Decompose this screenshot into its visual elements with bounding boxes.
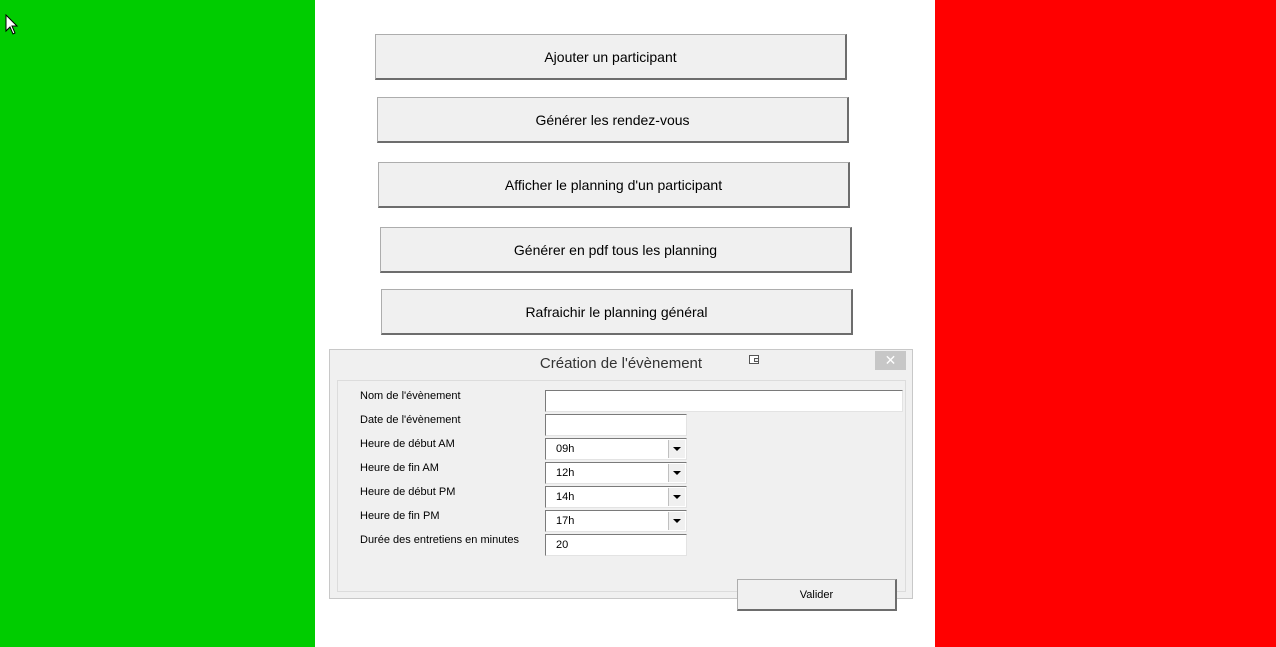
start-am-label: Heure de début AM xyxy=(360,438,455,450)
generate-appointments-button[interactable]: Générer les rendez-vous xyxy=(377,97,849,143)
end-am-value: 12h xyxy=(556,467,575,479)
end-am-select[interactable] xyxy=(545,462,687,484)
add-participant-button[interactable]: Ajouter un participant xyxy=(375,34,847,80)
start-am-value: 09h xyxy=(556,443,575,455)
chevron-down-icon[interactable] xyxy=(668,464,685,482)
duration-input[interactable]: 20 xyxy=(545,534,687,556)
mouse-cursor-icon xyxy=(5,14,19,36)
end-pm-select[interactable] xyxy=(545,510,687,532)
red-panel xyxy=(935,0,1276,647)
start-pm-select[interactable] xyxy=(545,486,687,508)
form-frame xyxy=(337,380,906,601)
green-panel xyxy=(0,0,315,647)
event-creation-dialog xyxy=(329,349,913,599)
event-date-input[interactable] xyxy=(545,414,687,436)
end-pm-label: Heure de fin PM xyxy=(360,510,440,522)
start-am-select[interactable] xyxy=(545,438,687,460)
window-restore-icon[interactable] xyxy=(749,355,759,364)
event-date-label: Date de l'évènement xyxy=(360,414,461,426)
end-am-label: Heure de fin AM xyxy=(360,462,439,474)
event-name-input[interactable] xyxy=(545,390,903,412)
chevron-down-icon[interactable] xyxy=(668,488,685,506)
event-name-label: Nom de l'évènement xyxy=(360,390,461,402)
chevron-down-icon[interactable] xyxy=(668,440,685,458)
start-pm-value: 14h xyxy=(556,491,575,503)
end-pm-value: 17h xyxy=(556,515,575,527)
chevron-down-icon[interactable] xyxy=(668,512,685,530)
duration-label: Durée des entretiens en minutes xyxy=(360,534,519,546)
dialog-title: Création de l'évènement xyxy=(539,355,703,372)
start-pm-label: Heure de début PM xyxy=(360,486,456,498)
refresh-general-planning-button[interactable]: Rafraichir le planning général xyxy=(381,289,853,335)
show-participant-planning-button[interactable]: Afficher le planning d'un participant xyxy=(378,162,850,208)
close-button[interactable]: ✕ xyxy=(875,351,906,370)
validate-button[interactable]: Valider xyxy=(737,579,897,611)
generate-pdf-plannings-button[interactable]: Générer en pdf tous les planning xyxy=(380,227,852,273)
